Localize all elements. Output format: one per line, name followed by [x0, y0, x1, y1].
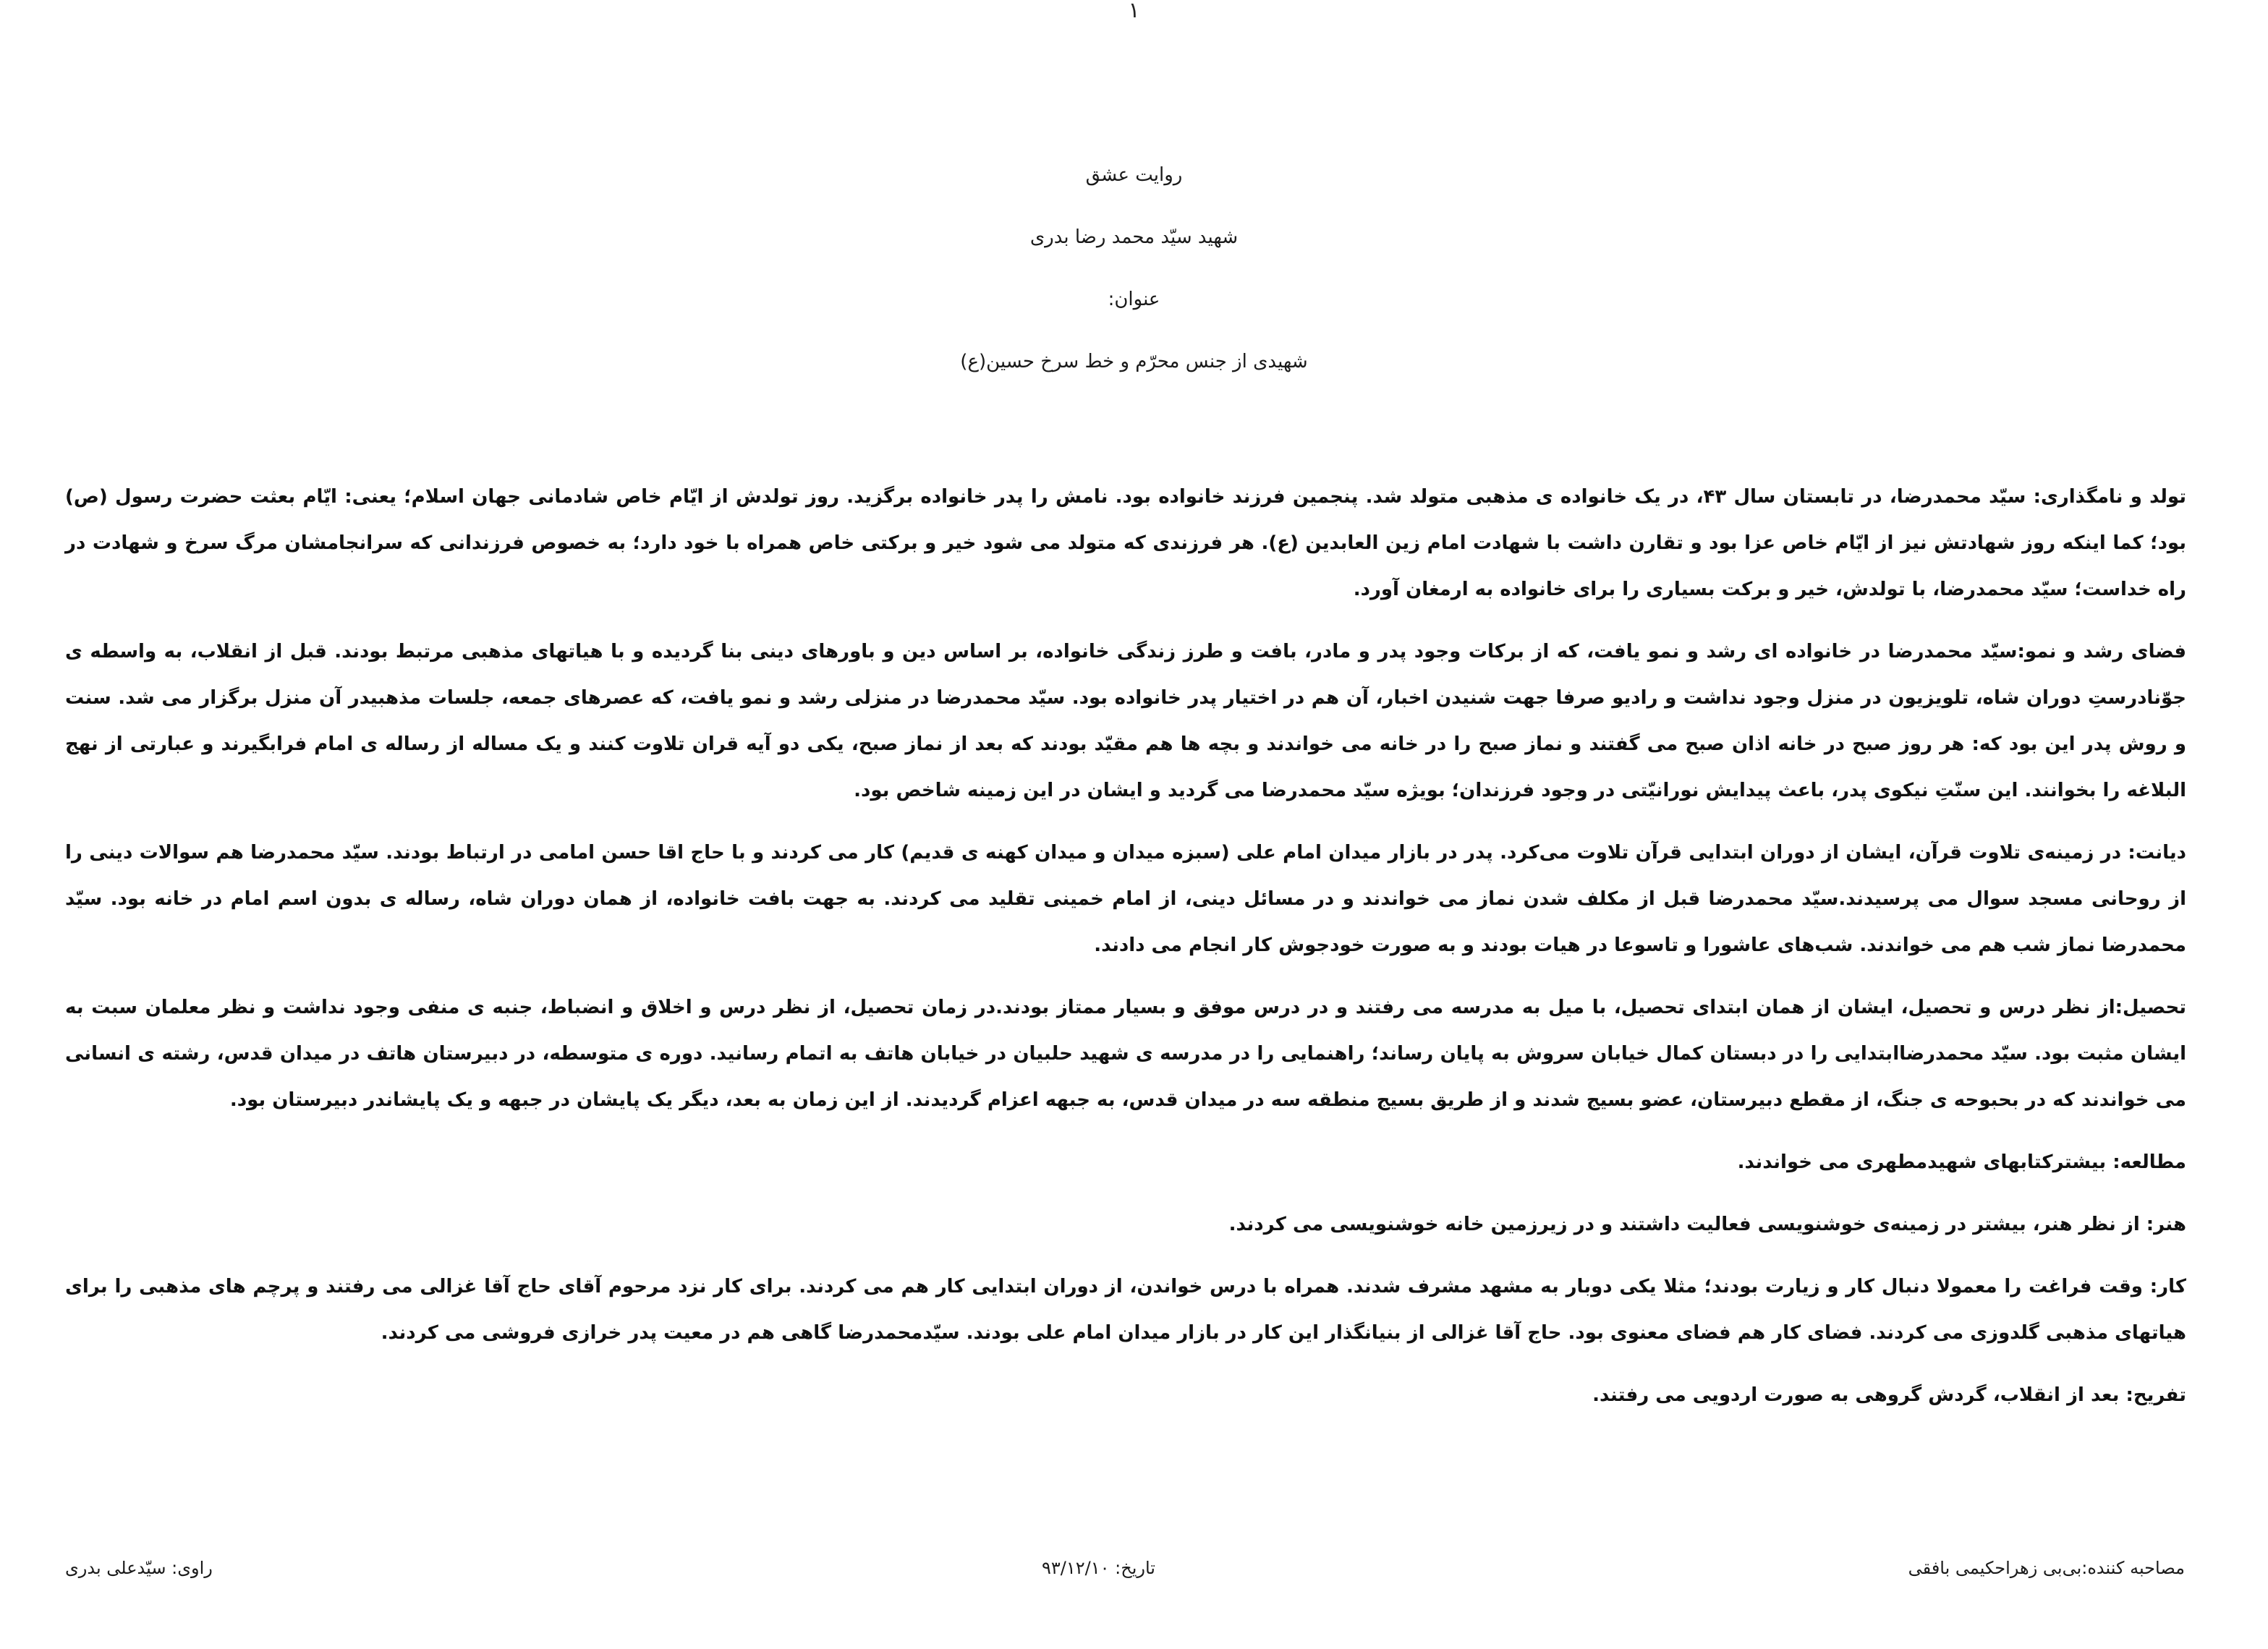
- section-recreation: تفریح: بعد از انقلاب، گردش گروهی به صورت اردویی می رفتند.: [1592, 1384, 2186, 1406]
- section-upbringing: فضای رشد و نمو:سیّد محمدرضا در خانواده ای رشد و نمو یافت، که از برکات وجود پدر و مادر، بافت و طرز زندگی خانواده، بر اساس دین و باورهای دینی بنا گردیده و با هیاتهای مذهبی مرتبط بودند. قبل از انقلاب، به واسطه ی جوّنادرستِ دوران شاه، تلویزیون در منزل وجود نداشت و رادیو صرفا جهت شنیدن اخبار، آن هم در اختیار پدر خانواده بود. سیّد محمدرضا در منزلی رشد و نمو یافت، که عصرهای جمعه، جلسات مذهبیدر آن منزل برگزار می شد. سنت و روش پدر این بود که: هر روز صبح در خانه اذان صبح می گفتند و نماز صبح را در خانه می خواندند و بچه ها هم مقیّد بودند که بعد از نماز صبح، یکی دو آیه قران تلاوت کنند و یک مساله از رساله ی امام فرابگیرند و عبارتی از نهج البلاغه را بخوانند. این سنّتِ نیکوی پدر، باعث پیدایش نورانیّتی در وجود فرزندان؛ بویژه سیّد محمدرضا می گردید و ایشان در این زمینه شاخص بود.: [65, 641, 2186, 801]
- narrator-name: راوی: سیّدعلی بدری: [65, 1558, 213, 1578]
- section-birth: تولد و نامگذاری: سیّد محمدرضا، در تابستان سال ۴۳، در یک خانواده ی مذهبی متولد شد. پنجمین فرزند خانواده بود. نامش را پدر خانواده برگزید. روز تولدش از ایّام خاص شادمانی جهان اسلام؛ یعنی: ایّام بعثت حضرت رسول (ص) بود؛ کما اینکه روز شهادتش نیز از ایّام خاص عزا بود و تقارن داشت با شهادت امام زین العابدین (ع). هر فرزندی که متولد می شود خیر و برکتی خاص همراه با خود دارد؛ به خصوص فرزندانی که سرانجامشان مرگ سرخ و شهادت در راه خداست؛ سیّد محمدرضا، با تولدش، خیر و برکت بسیاری را برای خانواده به ارمغان آورد.: [65, 486, 2186, 600]
- interviewer-name: مصاحبه کننده:بی‌بی زهراحکیمی بافقی: [1908, 1558, 2185, 1578]
- document-title: روایت عشق: [1085, 164, 1183, 186]
- document-body: [65, 474, 2186, 1434]
- martyr-name: شهید سیّد محمد رضا بدری: [1029, 226, 1239, 248]
- section-reading: مطالعه: بیشترکتابهای شهیدمطهری می خواندند.: [1737, 1151, 2186, 1173]
- section-art: هنر: از نظر هنر، بیشتر در زمینه‌ی خوشنویسی فعالیت داشتند و در زیرزمین خانه خوشنویسی می کردند.: [1228, 1214, 2186, 1235]
- section-work: کار: وقت فراغت را معمولا دنبال کار و زیارت بودند؛ مثلا یکی دوبار به مشهد مشرف شدند. همراه با درس خواندن، از دوران ابتدایی کار هم می کردند. برای کار نزد مرحوم آقای حاج آقا غزالی می رفتند و پرچم های مذهبی را برای هیاتهای مذهبی گلدوزی می کردند. فضای کار هم فضای معنوی بود. حاج آقا غزالی از بنیانگذار این کار در بازار میدان امام علی بودند. سیّدمحمدرضا گاهی هم در معیت پدر خرازی فروشی می کردند.: [65, 1276, 2186, 1344]
- subject-title: شهیدی از جنس محرّم و خط سرخ حسین(ع): [960, 351, 1308, 372]
- subject-label: عنوان:: [1108, 289, 1160, 310]
- document-header: [0, 163, 2268, 374]
- section-education: تحصیل:از نظر درس و تحصیل، ایشان از همان ابتدای تحصیل، با میل به مدرسه می رفتند و در درس موفق و بسیار ممتاز بودند.در زمان تحصیل، از نظر درس و اخلاق و انضباط، جنبه ی منفی وجود نداشت و نظر معلمان سبت به ایشان مثبت بود. سیّد محمدرضاابتدایی را در دبستان کمال خیابان سروش به پایان رساند؛ راهنمایی را در مدرسه ی شهید حلبیان در خیابان هاتف به اتمام رسانید. دوره ی متوسطه، در دبیرستان هاتف در میدان قدس، رشته ی انسانی می خواندند که در بحبوحه ی جنگ، از مقطع دبیرستان، عضو بسیج شدند و از طریق بسیج منطقه سه در میدان قدس، به جبهه اعزام گردیدند. از این زمان به بعد، دیگر یک پایشان در جبهه و یک پایشاندر دبیرستان بود.: [65, 997, 2186, 1111]
- page-number: ۱: [1128, 0, 1140, 23]
- section-religiosity: دیانت: در زمینه‌ی تلاوت قرآن، ایشان از دوران ابتدایی قرآن تلاوت می‌کرد. پدر در بازار میدان امام علی (سبزه میدان و میدان کهنه ی قدیم) کار می کردند و با حاج اقا حسن امامی در ارتباط بودند. سیّد محمدرضا هم سوالات دینی را از روحانی مسجد سوال می پرسیدند.سیّد محمدرضا قبل از مکلف شدن نماز می خواندند و در مسائل دینی، از امام خمینی تقلید می کردند. به جهت بافت خانواده، از همان دوران شاه، رساله ی بدون اسم امام در خانه بود. سیّد محمدرضا نماز شب هم می خواندند. شب‌های عاشورا و تاسوعا در هیات بودند و به صورت خودجوش کار انجام می دادند.: [65, 842, 2186, 956]
- document-footer: [65, 1554, 2185, 1582]
- interview-date: تاریخ: ۹۳/۱۲/۱۰: [1042, 1558, 1155, 1578]
